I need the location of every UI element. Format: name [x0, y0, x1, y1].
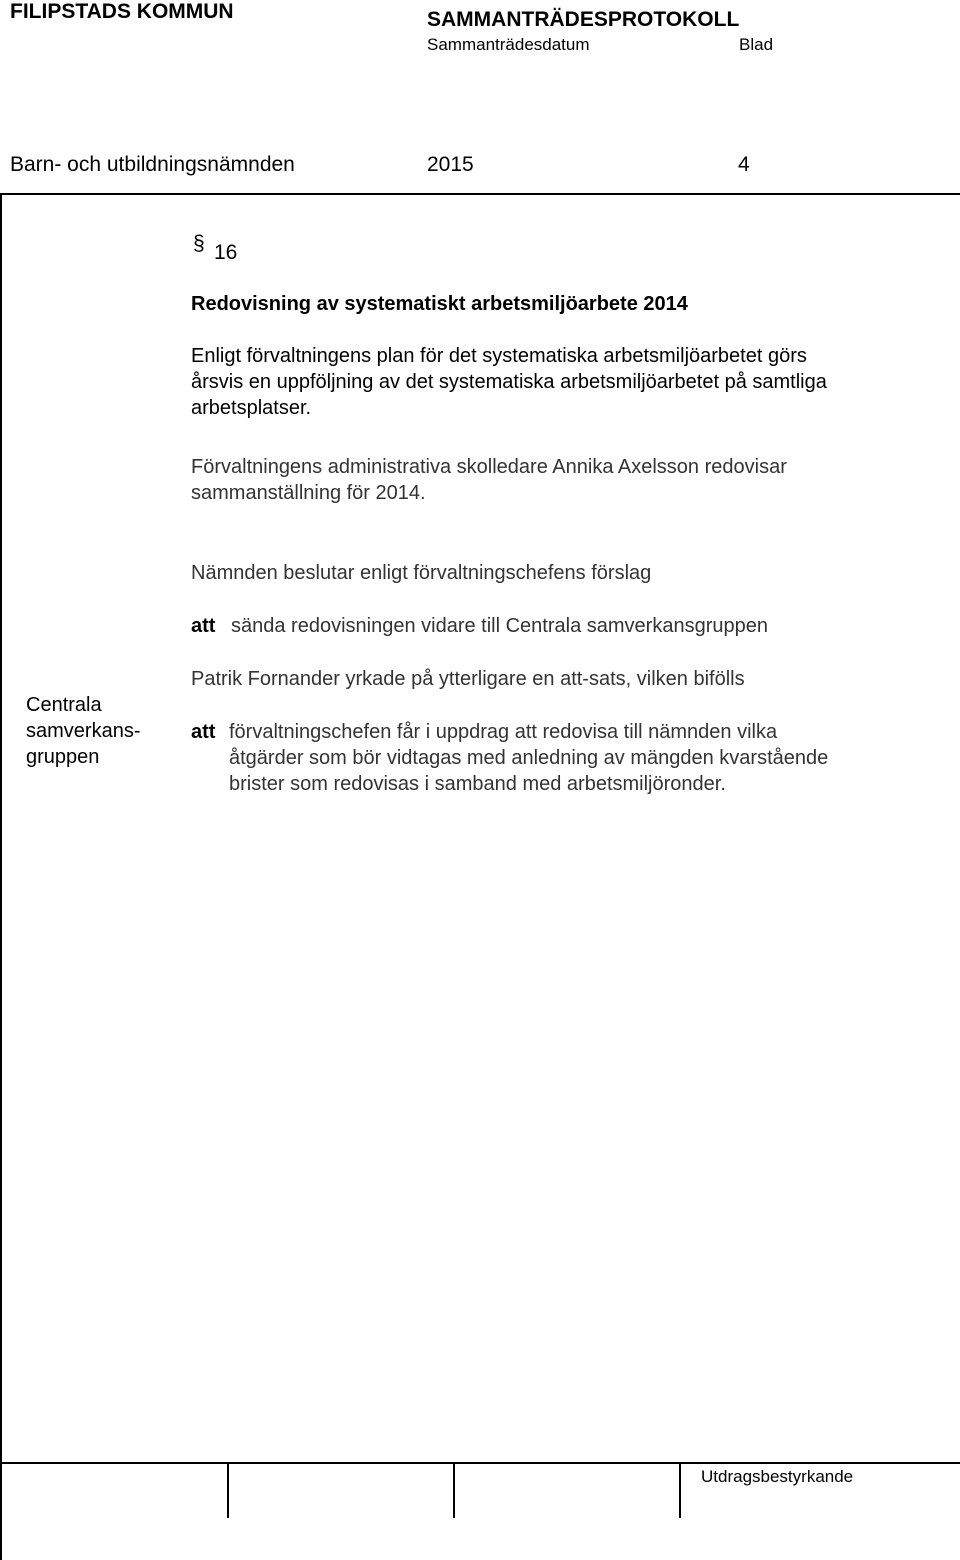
- text-line: Centrala: [26, 694, 102, 716]
- text-line: Enligt förvaltningens plan för det systematiska arbetsmiljöarbetet görs: [191, 345, 807, 367]
- att-keyword: att: [191, 721, 216, 743]
- text-line: åtgärder som bör vidtagas med anledning av mängden kvarstående: [229, 747, 829, 769]
- text-line: gruppen: [26, 746, 100, 768]
- document-type: SAMMANTRÄDESPROTOKOLL: [427, 8, 740, 31]
- paragraph-sign: §: [193, 232, 205, 255]
- text-line: Förvaltningens administrativa skolledare Annika Axelsson redovisar: [191, 456, 787, 478]
- committee-name: Barn- och utbildningsnämnden: [10, 153, 295, 176]
- text-line: arbetsplatser.: [191, 397, 312, 419]
- organization-name: FILIPSTADS KOMMUN: [10, 0, 234, 23]
- section-title: Redovisning av systematiskt arbetsmiljöarbete 2014: [191, 293, 688, 315]
- proposal-text: Patrik Fornander yrkade på ytterligare en att-sats, vilken bifölls: [191, 668, 745, 690]
- section-number: 16: [214, 241, 238, 264]
- clause-text: sända redovisningen vidare till Centrala samverkansgruppen: [231, 615, 768, 637]
- page-number: 4: [738, 153, 750, 176]
- att-keyword: att: [191, 615, 216, 637]
- frame-left-rule: [0, 193, 2, 1560]
- paragraph-presentation: [191, 454, 787, 506]
- footer-divider: [679, 1462, 681, 1518]
- text-line: sammanställning för 2014.: [191, 482, 426, 504]
- footer-divider: [227, 1462, 229, 1518]
- certification-label: Utdragsbestyrkande: [701, 1467, 854, 1486]
- text-line: samverkans-: [26, 720, 141, 742]
- page-label: Blad: [739, 35, 774, 54]
- text-line: årsvis en uppföljning av det systematiska arbetsmiljöarbetet på samtliga: [191, 371, 827, 393]
- margin-note: [26, 692, 166, 770]
- footer-divider: [453, 1462, 455, 1518]
- decision-intro: Nämnden beslutar enligt förvaltningschefens förslag: [191, 562, 652, 584]
- frame-top-rule: [0, 193, 960, 195]
- meeting-year: 2015: [427, 153, 474, 176]
- decision-clause: [191, 613, 768, 639]
- decision-clause: [191, 719, 828, 797]
- meeting-date-label: Sammanträdesdatum: [427, 35, 590, 54]
- text-line: brister som redovisas i samband med arbetsmiljöronder.: [229, 773, 726, 795]
- paragraph-background: [191, 343, 827, 421]
- text-line: förvaltningschefen får i uppdrag att redovisa till nämnden vilka: [229, 721, 778, 743]
- frame-footer-rule: [0, 1462, 960, 1464]
